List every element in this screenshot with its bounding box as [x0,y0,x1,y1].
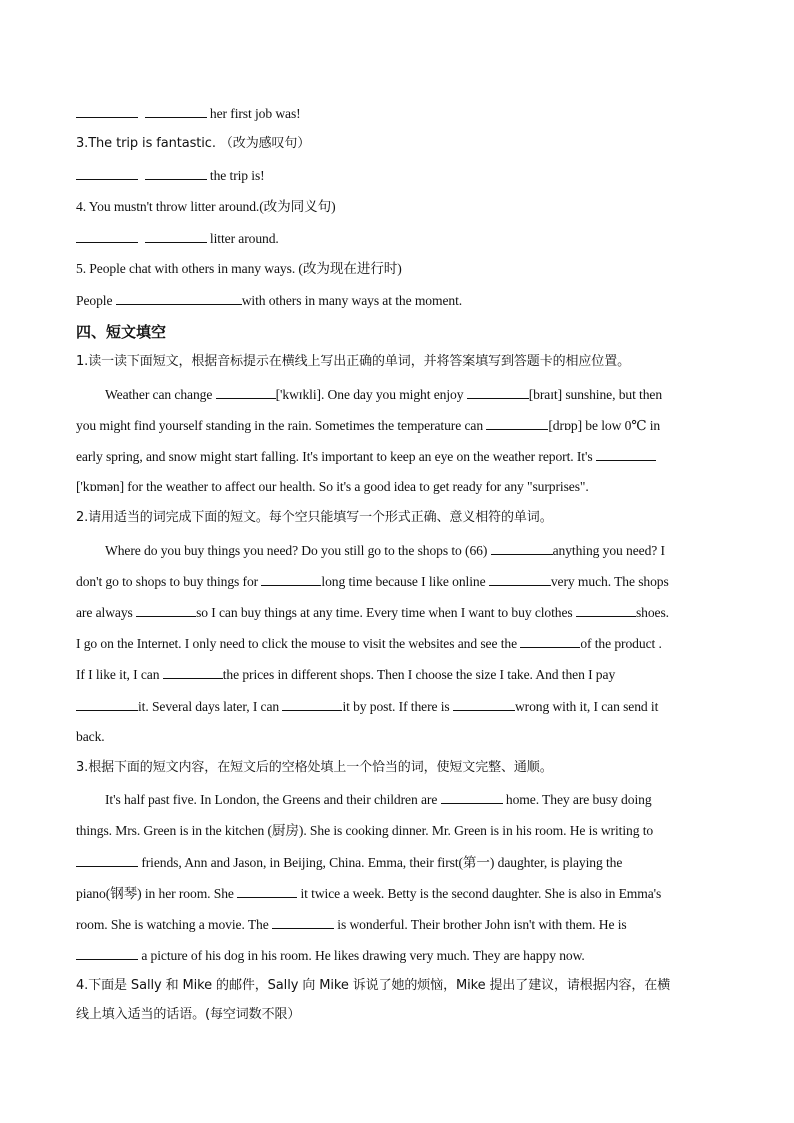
passage-2-line: Where do you buy things you need? Do you still go to the shops to (66) anything you need? I [105,543,665,558]
answer-blank[interactable] [163,665,223,679]
sentence-text: People [76,293,113,308]
answer-blank[interactable] [491,541,553,555]
rewrite-question-4: 4. You mustn't throw litter around.(改为同义句) [76,199,336,214]
answer-blank[interactable] [76,166,138,180]
answer-blank[interactable] [453,697,515,711]
answer-blank[interactable] [116,291,242,305]
passage-3-line: It's half past five. In London, the Greens and their children are home. They are busy doing [105,792,652,807]
passage-1-line: early spring, and snow might start falling. It's important to keep an eye on the weather report. It's [76,447,656,466]
passage-3-line: room. She is watching a movie. The is wonderful. Their brother John isn't with them. He is [76,917,627,932]
answer-blank[interactable] [76,229,138,243]
answer-blank[interactable] [467,385,529,399]
passage-2-line: don't go to shops to buy things for long time because I like online very much. The shops [76,574,669,589]
passage-2-line: back. [76,729,105,744]
passage-3-line: friends, Ann and Jason, in Beijing, China. Emma, their first(第一) daughter, is playing the [76,853,622,872]
answer-blank[interactable] [145,229,207,243]
passage-1-line: you might find yourself standing in the rain. Sometimes the temperature can [drɒp] be low 0℃ in [76,418,661,433]
passage-1-line: ['kɒmən] for the weather to affect our health. So it's a good idea to get ready for any "surprises". [76,479,589,494]
rewrite-question-3: 3.The trip is fantastic. （改为感叹句） [76,136,311,151]
sentence-text: with others in many ways at the moment. [241,293,463,308]
answer-blank[interactable] [520,634,580,648]
passage-2-line: are always so I can buy things at any time. Every time when I want to buy clothes shoes. [76,605,669,620]
rewrite-question-5: 5. People chat with others in many ways. (改为现在进行时) [76,261,402,276]
answer-blank[interactable] [145,104,207,118]
answer-blank[interactable] [576,603,636,617]
sentence-text: litter around. [209,231,279,246]
answer-blank[interactable] [76,104,138,118]
rewrite-answer-line-2 [76,104,301,123]
passage-2-instruction: 2.请用适当的词完成下面的短文。每个空只能填写一个形式正确、意义相符的单词。 [76,510,553,525]
answer-blank[interactable] [486,416,548,430]
answer-blank[interactable] [145,166,207,180]
answer-blank[interactable] [237,884,297,898]
answer-blank[interactable] [76,946,138,960]
passage-1-instruction: 1.读一读下面短文，根据音标提示在横线上写出正确的单词，并将答案填写到答题卡的相应位置。 [76,354,631,369]
passage-3-line: piano(钢琴) in her room. She it twice a week. Betty is the second daughter. She is also in Emma's [76,886,662,901]
passage-2-line: I go on the Internet. I only need to click the mouse to visit the websites and see the of the product . [76,636,662,651]
passage-3-line: things. Mrs. Green is in the kitchen (厨房). She is cooking dinner. Mr. Green is in his room. He is writing to [76,823,654,838]
answer-blank[interactable] [136,603,196,617]
passage-1-line: Weather can change ['kwɪkli]. One day you might enjoy [braɪt] sunshine, but then [105,387,663,402]
rewrite-answer-line-3 [76,166,265,185]
passage-4-instruction: 4.下面是 Sally 和 Mike 的邮件，Sally 向 Mike 诉说了她的烦恼，Mike 提出了建议，请根据内容，在横 [76,978,671,993]
sentence-text: her first job was! [209,106,301,121]
answer-blank[interactable] [76,697,138,711]
answer-blank[interactable] [489,572,551,586]
answer-blank[interactable] [216,385,276,399]
answer-blank[interactable] [596,447,656,461]
passage-3-instruction: 3.根据下面的短文内容，在短文后的空格处填上一个恰当的词，使短文完整、通顺。 [76,760,553,775]
answer-blank[interactable] [261,572,321,586]
answer-blank[interactable] [272,915,334,929]
passage-2-line: it. Several days later, I can it by post. If there is wrong with it, I can send it [76,697,658,716]
answer-blank[interactable] [282,697,342,711]
answer-blank[interactable] [441,790,503,804]
passage-3-line: a picture of his dog in his room. He likes drawing very much. They are happy now. [76,946,585,965]
sentence-text: the trip is! [209,168,265,183]
passage-4-instruction-cont: 线上填入适当的话语。(每空词数不限） [76,1007,301,1022]
section-heading: 四、短文填空 [76,323,167,341]
rewrite-answer-line-5 [76,291,462,310]
answer-blank[interactable] [76,853,138,867]
passage-2-line: If I like it, I can the prices in different shops. Then I choose the size I take. And then I pay [76,667,616,682]
rewrite-answer-line-4 [76,229,279,248]
